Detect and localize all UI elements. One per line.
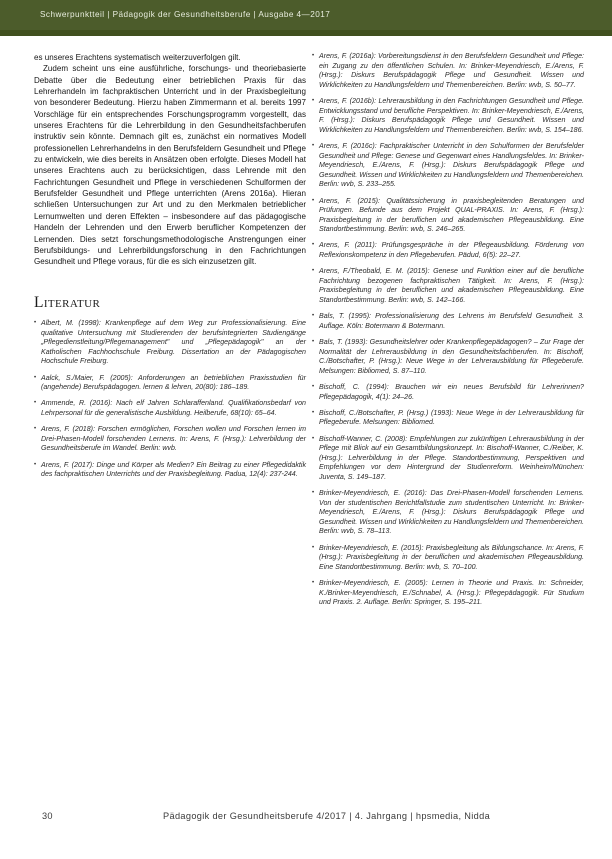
reference-item: • Arens, F. (2011): Prüfungsgespräche in der Pflegeausbildung. Förderung von Reflexionskompetenz in den Pflegeberufen. Pädud, 6(5): 22–27. — [312, 241, 584, 260]
two-column-layout — [0, 52, 612, 772]
page-number: 30 — [42, 811, 53, 821]
reference-item: • Bischoff, C./Botschafter, P. (Hrsg.) (1993): Neue Wege in der Lehrerausbildung für Pflegeberufe. Melsungen: Bibliomed. — [312, 409, 584, 428]
reference-item: • Arens, F. (2016c): Fachpraktischer Unterricht in den Schulformen der Berufsfelder Gesundheit und Pflege: Genese und Gegenwart eines Handlungsfeldes. In: Brinker-Meyendriesch, E./Arens, F. (Hrsg.): Diskurs Berufspädagogik Pflege und Gesundheit. Wissen und Wirklichkeiten zu Handlungsfeldern und Themenbereichen. Berlin: wvb, S. 233–255. — [312, 142, 584, 190]
reference-item: • Brinker-Meyendriesch, E. (2016): Das Drei-Phasen-Modell forschenden Lernens. Von der studentischen Berichtfallstudie zum studentischen Unterricht. In: Brinker-Meyendriesch, E./Arens, F. (Hrsg.): Diskurs Berufspädagogik Pflege und Gesundheit. Wissen und Wirklichkeiten zu Handlungsfeldern und Themenbereichen. Berlin: wvb, S. 78–113. — [312, 489, 584, 537]
reference-item: • Bischoff-Wanner, C. (2008): Empfehlungen zur zukünftigen Lehrerausbildung in der Pflege mit Blick auf ein Gesamtbildungskonzept. In: Bischoff-Wanner, C./Reiber, K. (Hrsg.): Lehrerbildung in der Pflege. Standortbestimmung, Perspektiven und Empfehlungen vor dem Hintergrund der Studienreform. Weinheim/München: Juventa, S. 149–187. — [312, 435, 584, 483]
page-header-band — [0, 0, 612, 36]
page-header-accent-bar — [0, 30, 612, 36]
column-left — [34, 52, 306, 486]
reference-item: • Ammende, R. (2016): Nach elf Jahren Schlaraffenland. Qualifikationsbedarf von Lehrpersonal für die generalistische Ausbildung. Heilberufe, 68(10): 65–64. — [34, 399, 306, 418]
reference-item: • Bals, T. (1993): Gesundheitslehrer oder Krankenpflegepädagogen? – Zur Frage der Normalität der Lehrerausbildung in den Gesundheitsfachberufen. In: Bischoff, C./Botschafter, P. (Hrsg.): Neue Wege in der Lehrerausbildung für Pflegeberufe. Melsungen: Bibliomed, S. 87–110. — [312, 338, 584, 376]
reference-item: • Arens, F. (2018): Forschen ermöglichen, Forschen wollen und Forschen lernen im Drei-Phasen-Modell forschenden Lernens. In: Arens, F. (Hrsg.): Lehrerbildung der Gesundheitsberufe im Wandel. Berlin: wvb. — [34, 425, 306, 454]
reference-item: • Arens, F. (2016b): Lehrerausbildung in den Fachrichtungen Gesundheit und Pflege. Entwicklungsstand und berufliche Perspektiven. In: Brinker-Meyendriesch, E./Arens, F. (Hrsg.): Diskurs Berufspädagogik Pflege und Gesundheit. Wissen und Wirklichkeiten zu Handlungsfeldern und Themenbereichen. Berlin: wvb, S. 154–186. — [312, 97, 584, 135]
reference-item: • Arens, F. (2017): Dinge und Körper als Medien? Ein Beitrag zu einer Pflegedidaktik des fachpraktischen Unterrichts und der Praxisbegleitung. Padua, 12(4): 237-244. — [34, 461, 306, 480]
column-right — [312, 52, 584, 614]
footer-imprint: Pädagogik der Gesundheitsberufe 4/2017 | 4. Jahrgang | hpsmedia, Nidda — [163, 811, 491, 821]
reference-item: • Arens, F./Theobald, E. M. (2015): Genese und Funktion einer auf die berufliche Fachrichtung bezogenen fachpraktischen Tätigkeit. In: Arens, F. (Hrsg.): Praxisbegleitung in der beruflichen und akademischen Pflegeausbildung. Eine Standortbestimmung. Berlin: wvb, S. 142–166. — [312, 267, 584, 305]
reference-item: • Arens, F. (2015): Qualitätssicherung in praxisbegleitenden Beratungen und Prüfungen. Befunde aus dem Projekt QUAL-PRAXIS. In: Arens, F. (Hrsg.): Praxisbegleitung in der beruflichen und akademischen Pflegeausbildung. Eine Standortbestimmung. Berlin: wvb, S. 246–265. — [312, 197, 584, 235]
reference-list-right — [312, 52, 584, 608]
page-footer — [0, 771, 612, 859]
body-paragraph: Zudem scheint uns eine ausführliche, forschungs- und theoriebasierte Debatte über die Bedeutung einer betrieblichen Praxis für das Lehrerhandeln im fachpraktischen Unterricht und in der Praxisbegleitung von besonderer Bedeutung. Hierzu haben Zimmermann et al. bereits 1997 Vorschläge für ein entsprechendes Forschungsprogramm vorgestellt, das unseres Erachtens für die Lehrerbildung in den Gesundheitsfachberufen instruktiv sein könnte. Demnach gilt es, zunächst ein normatives Modell professionellen Lehrerhandelns in den Berufsfeldern Gesundheit und Pflege zu entwickeln, wie dies bereits in Ansätzen oben erfolgte. Dieses Modell hat unseres Erachtens auch zu berücksichtigen, dass Lehrende mit den Fachrichtungen Gesundheit und Pflege in verschiedenen Schulformen der Berufsfelder Gesundheit und Pflege unterrichten (Arens 2016a). Hieran schließen Untersuchungen zur Art und zu den Merkmalen betrieblicher Lernumwelten und deren Effekten – insbesondere auf das pädagogische Handeln der Lehrenden und den Erwerb beruflicher Kompetenzen der Lernenden. Dies setzt forschungsmethodologische Anstrengungen einer Berufsbildungs- und Lehrerbildungsforschung in den Fachrichtungen Gesundheit und Pflege voraus, für die es sich einzusetzen gilt. — [34, 64, 306, 267]
reference-item: • Albert, M. (1998): Krankenpflege auf dem Weg zur Professionalisierung. Eine qualitative Untersuchung mit Studierenden der berufsintegrierten Studiengänge „Pflegedienstleitung/Pflegemanagement" und „Pflegepädagogik" an der Katholischen Fachhochschule Freiburg. Dissertation an der Pädagogischen Hochschule Freiburg. — [34, 319, 306, 367]
running-head-title: Schwerpunktteil | Pädagogik der Gesundheitsberufe | Ausgabe 4—2017 — [40, 10, 331, 19]
body-paragraph: es unseres Erachtens systematisch weiterzuverfolgen gilt. — [34, 53, 241, 62]
reference-item: • Bischoff, C. (1994): Brauchen wir ein neues Berufsbild für Lehrerinnen? Pflegepädagogik, 4(1): 24–26. — [312, 383, 584, 402]
reference-item: • Arens, F. (2016a): Vorbereitungsdienst in den Berufsfeldern Gesundheit und Pflege: ein Zugang zu den öffentlichen Schulen. In: Brinker-Meyendriesch, E./Arens, F. (Hrsg.): Diskurs Berufspädagogik Pflege und Gesundheit. Wissen und Wirklichkeiten zu Handlungsfeldern und Themenbereichen. Berlin: wvb, S. 50–77. — [312, 52, 584, 90]
reference-item: • Brinker-Meyendriesch, E. (2005): Lernen in Theorie und Praxis. In: Schneider, K./Brinker-Meyendriesch, E./Schnabel, A. (Hrsg.): Pflegepädagogik. Für Studium und Praxis. 2. Auflage. Berlin: Springer, S. 195–211. — [312, 579, 584, 608]
reference-list-left — [34, 319, 306, 480]
reference-item: • Bals, T. (1995): Professionalisierung des Lehrens im Berufsfeld Gesundheit. 3. Auflage. Köln: Botermann & Botermann. — [312, 312, 584, 331]
reference-item: • Brinker-Meyendriesch, E. (2015): Praxisbegleitung als Bildungschance. In: Arens, F. (Hrsg.): Praxisbegleitung in der beruflichen und akademischen Pflegeausbildung. Eine Standortbestimmung. Berlin: wvb, S. 70–100. — [312, 544, 584, 573]
literatur-heading: Literatur — [34, 293, 101, 311]
reference-item: • Aalck, S./Maier, F. (2005): Anforderungen an betrieblichen Praxisstudien für (angehende) Berufspädagogen. lernen & lehren, 20(80): 186–189. — [34, 374, 306, 393]
